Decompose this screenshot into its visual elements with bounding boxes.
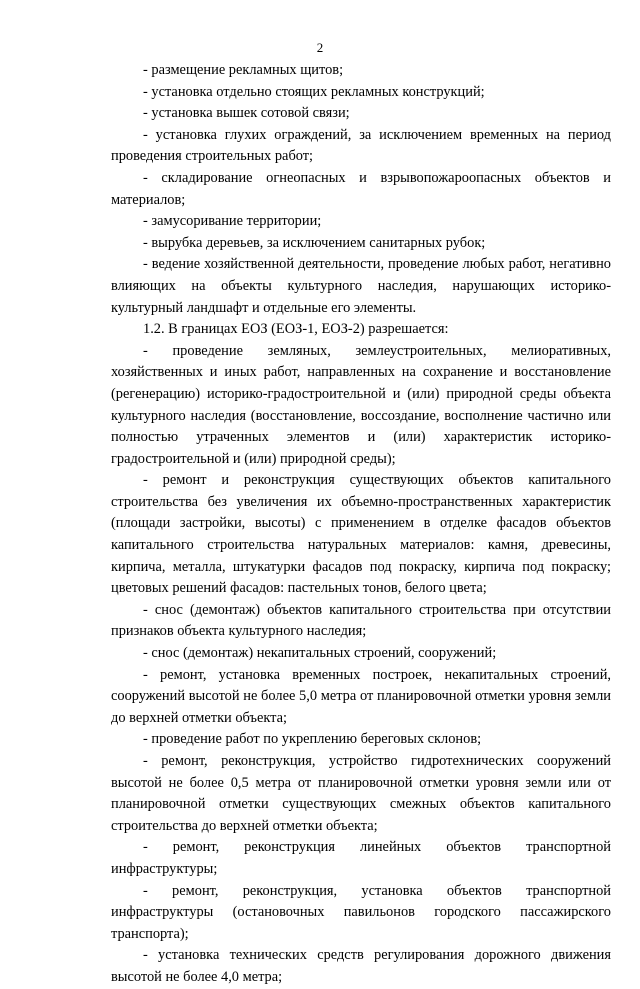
paragraph: - установка отдельно стоящих рекламных конструкций; <box>143 83 485 100</box>
paragraph: - складирование огнеопасных и взрывопожароопасных объектов и материалов; <box>111 169 611 208</box>
section-heading: 1.2. В границах ЕОЗ (ЕОЗ-1, ЕОЗ-2) разрешается: <box>143 321 449 338</box>
paragraph: - установка вышек сотовой связи; <box>143 105 350 122</box>
paragraph: - замусоривание территории; <box>143 213 322 230</box>
paragraph: - ремонт, установка временных построек, некапитальных строений, сооружений высотой не более 5,0 метра от планировочной отметки уровня земли до верхней отметки объекта; <box>111 666 611 726</box>
paragraph: - проведение земляных, землеустроительных, мелиоративных, хозяйственных и иных работ, направленных на сохранение и восстановление (регенерацию) историко-градостроительной и (или) природной среды объекта культурного наследия (восстановление, воссоздание, восполнение частично или полностью утраченных элементов и (или) характеристик историко-градостроительной и (или) природной среды); <box>111 342 611 467</box>
paragraph: - проведение работ по укреплению береговых склонов; <box>143 731 482 748</box>
paragraph: - установка технических средств регулирования дорожного движения высотой не более 4,0 метра; <box>111 947 611 985</box>
paragraph: - размещение рекламных щитов; <box>143 62 344 78</box>
paragraph: - снос (демонтаж) некапитальных строений, сооружений; <box>143 645 497 662</box>
paragraph: - снос (демонтаж) объектов капитального строительства при отсутствии признаков объекта культурного наследия; <box>111 601 611 640</box>
page-number: 2 <box>316 40 324 55</box>
paragraph: - установка глухих ограждений, за исключением временных на период проведения строительных работ; <box>111 126 611 165</box>
document-body <box>111 60 611 989</box>
paragraph: - ведение хозяйственной деятельности, проведение любых работ, негативно влияющих на объекты культурного наследия, нарушающих историко-культурный ландшафт и отдельные его элементы. <box>111 256 611 316</box>
paragraph: - ремонт, реконструкция, устройство гидротехнических сооружений высотой не более 0,5 метра от планировочной отметки уровня земли или от планировочной отметки существующих смежных объектов капитального строительства до верхней отметки объекта; <box>111 753 611 834</box>
paragraph: - ремонт, реконструкция, установка объектов транспортной инфраструктуры (остановочных павильонов городского пассажирского транспорта); <box>111 882 611 942</box>
paragraph: - ремонт и реконструкция существующих объектов капитального строительства без увеличения их объемно-пространственных характеристик (площади застройки, высоты) с применением в отделке фасадов объектов капитального строительства натуральных материалов: камня, древесины, кирпича, металла, штукатурки фасадов под покраску, кирпича под покраску; цветовых решений фасадов: пастельных тонов, белого цвета; <box>111 472 611 597</box>
paragraph: - вырубка деревьев, за исключением санитарных рубок; <box>143 234 486 251</box>
paragraph: - ремонт, реконструкция линейных объектов транспортной инфраструктуры; <box>111 839 611 877</box>
